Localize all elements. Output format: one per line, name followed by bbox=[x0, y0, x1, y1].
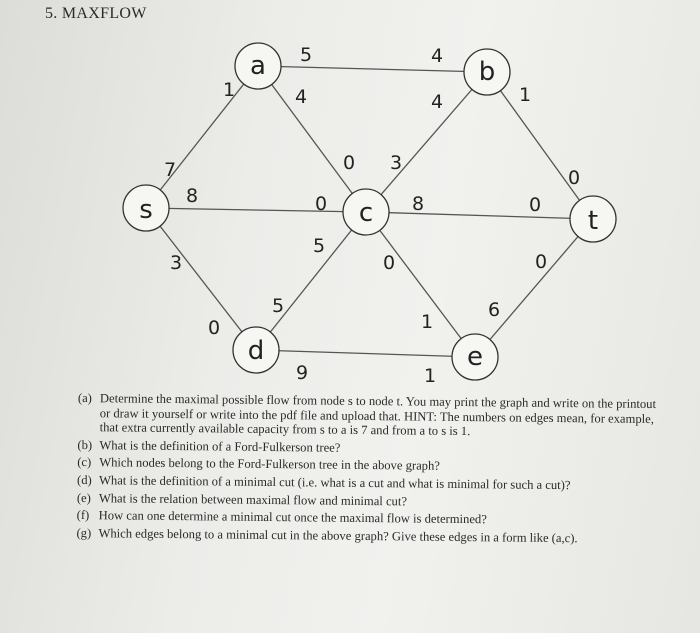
question-label: (e) bbox=[76, 490, 91, 505]
node-c bbox=[343, 189, 389, 235]
cap-b-to-c: 4 bbox=[430, 91, 444, 113]
cap-b-to-t: 1 bbox=[518, 84, 532, 106]
cap-a-to-c: 4 bbox=[294, 86, 308, 108]
question-text: What is the relation between maximal flow and minimal cut? bbox=[98, 490, 408, 509]
cap-e-to-d: 1 bbox=[423, 365, 437, 387]
question-label: (a) bbox=[77, 391, 92, 406]
cap-a-to-s: 1 bbox=[222, 79, 236, 101]
edge-s-c bbox=[146, 208, 366, 212]
cap-s-to-c: 8 bbox=[185, 185, 199, 207]
cap-c-to-a: 0 bbox=[342, 152, 356, 174]
edge-e-t bbox=[475, 219, 593, 357]
cap-c-to-s: 0 bbox=[314, 193, 328, 215]
edge-c-e bbox=[366, 212, 475, 357]
node-a bbox=[235, 43, 281, 89]
edge-b-c bbox=[366, 72, 487, 212]
edge-c-t bbox=[366, 212, 593, 219]
question-list bbox=[76, 391, 668, 550]
node-c-label: c bbox=[358, 198, 374, 228]
edge-a-c bbox=[258, 66, 366, 212]
question-text: Determine the maximal possible flow from node s to node t. You may print the graph and write on the printout or draw it yourself or write into the pdf file and upload that. HINT: The numbers on edges mean, for example, that extra currently available capacity from s to a is 7 and from a to s is 1. bbox=[99, 391, 657, 439]
cap-e-to-c: 1 bbox=[420, 311, 434, 333]
cap-t-to-c: 0 bbox=[528, 194, 542, 216]
question-label: (c) bbox=[77, 455, 92, 470]
question-g bbox=[76, 526, 666, 547]
node-d-label: d bbox=[247, 336, 265, 366]
cap-t-to-b: 0 bbox=[567, 167, 581, 189]
node-t-label: t bbox=[587, 206, 599, 236]
edge-d-e bbox=[256, 350, 475, 357]
question-text: What is the definition of a minimal cut (i.e. what is a cut and what is minimal for such a cut)? bbox=[98, 473, 571, 493]
question-label: (b) bbox=[77, 437, 93, 452]
question-label: (g) bbox=[76, 525, 92, 540]
node-t bbox=[570, 196, 616, 242]
node-b-label: b bbox=[478, 57, 496, 87]
question-text: What is the definition of a Ford-Fulkerson tree? bbox=[99, 438, 341, 455]
cap-s-to-a: 7 bbox=[163, 159, 177, 181]
question-text: Which edges belong to a minimal cut in the above graph? Give these edges in a form like (a,c). bbox=[98, 525, 578, 545]
question-a bbox=[78, 391, 668, 441]
edge-a-b bbox=[258, 66, 487, 72]
question-label: (f) bbox=[76, 508, 90, 523]
edge-c-d bbox=[256, 212, 366, 350]
cap-d-to-c: 5 bbox=[271, 295, 285, 317]
node-e-label: e bbox=[467, 342, 483, 372]
cap-d-to-e: 9 bbox=[295, 362, 309, 384]
cap-c-to-d: 5 bbox=[312, 235, 326, 257]
question-label: (d) bbox=[76, 472, 92, 488]
node-d bbox=[233, 327, 279, 373]
question-text: Which nodes belong to the Ford-Fulkerson tree in the above graph? bbox=[99, 455, 440, 474]
cap-c-to-b: 3 bbox=[389, 152, 403, 174]
cap-t-to-e: 0 bbox=[534, 251, 548, 273]
cap-c-to-e: 0 bbox=[382, 252, 396, 274]
node-a-label: a bbox=[250, 51, 266, 81]
cap-a-to-b: 5 bbox=[299, 44, 313, 66]
cap-d-to-s: 0 bbox=[207, 317, 221, 339]
cap-c-to-t: 8 bbox=[411, 193, 425, 215]
edge-s-d bbox=[146, 208, 256, 350]
node-s bbox=[123, 185, 169, 231]
node-b bbox=[464, 49, 510, 95]
node-s-label: s bbox=[139, 195, 153, 225]
cap-s-to-d: 3 bbox=[169, 252, 183, 274]
cap-b-to-a: 4 bbox=[430, 45, 444, 67]
edge-s-a bbox=[146, 66, 258, 208]
node-e bbox=[452, 334, 498, 380]
question-text: How can one determine a minimal cut once the maximal flow is determined? bbox=[98, 508, 487, 527]
cap-e-to-t: 6 bbox=[487, 299, 501, 321]
problem-heading: 5. MAXFLOW bbox=[45, 5, 147, 22]
